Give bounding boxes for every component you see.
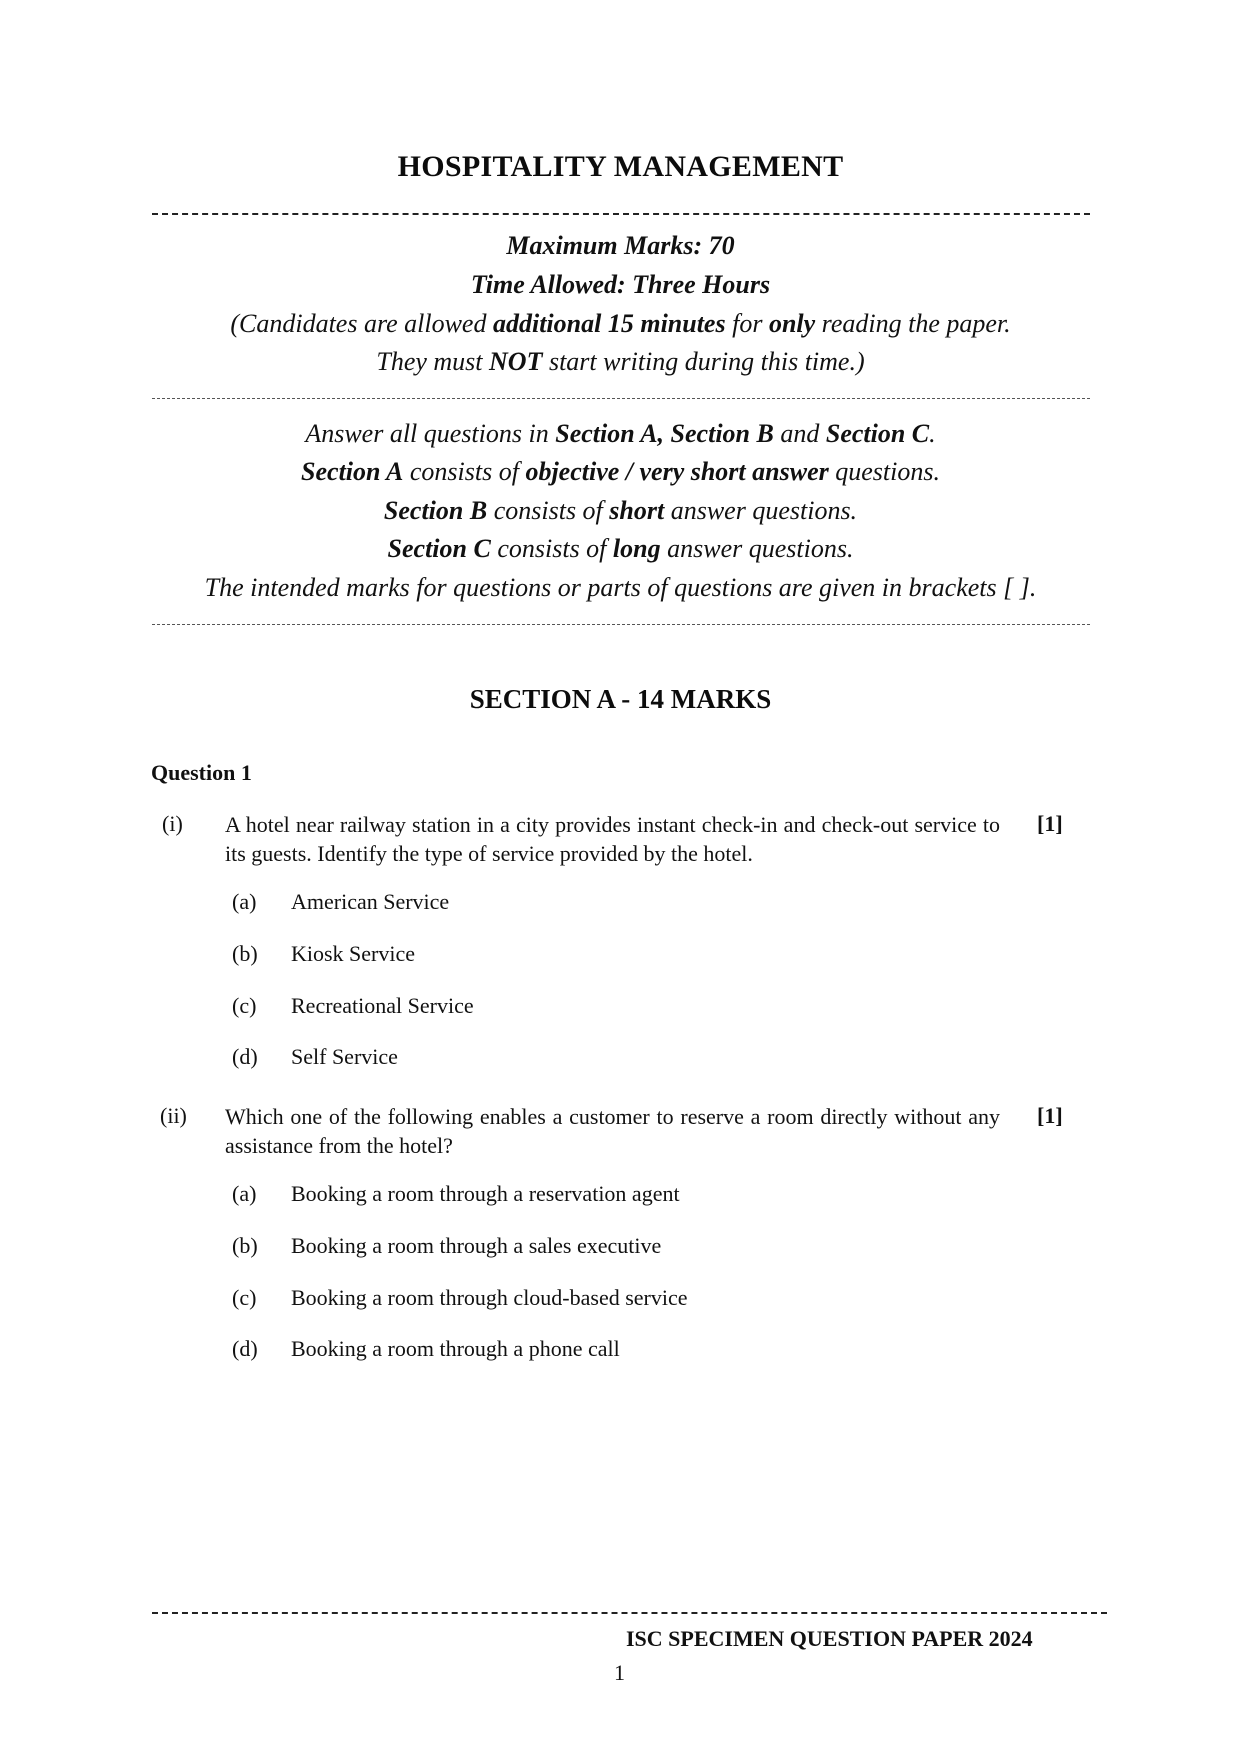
- reading-bold-2: only: [768, 309, 816, 338]
- max-marks: [0, 230, 1241, 261]
- header-divider-top: [152, 213, 1090, 215]
- option-text: Booking a room through a phone call: [291, 1336, 620, 1361]
- instr2-mid: consists of: [403, 457, 526, 486]
- instr4-bold-1: Section C: [387, 534, 491, 563]
- option-letter: (b): [232, 1233, 258, 1258]
- max-marks-text: Maximum Marks: 70: [506, 231, 735, 260]
- paper-title: HOSPITALITY MANAGEMENT: [397, 150, 844, 183]
- instr2-bold-1: Section A: [301, 457, 404, 486]
- option-text: Recreational Service: [291, 993, 474, 1018]
- instr4-bold-2: long: [612, 534, 661, 563]
- question-marks: [1]: [1037, 1103, 1063, 1128]
- question-label: Question 1: [151, 760, 252, 785]
- section-title: SECTION A - 14 MARKS: [469, 684, 772, 714]
- footer-paper-name: ISC SPECIMEN QUESTION PAPER 2024: [626, 1626, 1033, 1651]
- instr3-bold-2: short: [609, 496, 665, 525]
- header-divider-bottom: [152, 624, 1090, 625]
- instruction-line-2: [0, 456, 1241, 487]
- option-letter: (c): [232, 993, 257, 1018]
- option-letter: (d): [232, 1336, 258, 1361]
- option-text: Kiosk Service: [291, 941, 416, 966]
- time-allowed: [0, 269, 1241, 300]
- reading-bold-1: additional 15 minutes: [492, 309, 726, 338]
- reading2-bold: NOT: [489, 347, 543, 376]
- header-divider-middle: [152, 398, 1090, 399]
- option-text: Self Service: [291, 1044, 398, 1069]
- instr1-mid: and: [773, 419, 826, 448]
- question-marks: [1]: [1037, 811, 1063, 836]
- reading2-post: start writing during this time.): [542, 347, 865, 376]
- reading-pre: (Candidates are allowed: [230, 309, 493, 338]
- option-text: American Service: [291, 889, 450, 914]
- instruction-line-5: The intended marks for questions or parts of questions are given in brackets [ ].: [204, 573, 1037, 602]
- option-letter: (b): [232, 941, 258, 966]
- instruction-line-3: [0, 495, 1241, 526]
- question-text: Which one of the following enables a customer to reserve a room directly without any assistance from the hotel?: [225, 1104, 1000, 1158]
- instr4-post: answer questions.: [660, 534, 854, 563]
- instr2-post: questions.: [828, 457, 940, 486]
- option-letter: (a): [232, 1181, 257, 1206]
- question-number: (ii): [160, 1103, 187, 1128]
- instr3-bold-1: Section B: [383, 496, 488, 525]
- instruction-line-1: [0, 418, 1241, 449]
- question-number: (i): [162, 811, 183, 836]
- instr3-mid: consists of: [487, 496, 610, 525]
- reading-time-note-line1: [0, 308, 1241, 339]
- page-number: 1: [614, 1660, 625, 1685]
- instr1-post: .: [929, 419, 936, 448]
- instr2-bold-2: objective / very short answer: [525, 457, 829, 486]
- footer-divider: [152, 1612, 1107, 1614]
- option-text: Booking a room through a reservation agent: [291, 1181, 680, 1206]
- option-letter: (a): [232, 889, 257, 914]
- instr4-mid: consists of: [490, 534, 613, 563]
- option-letter: (d): [232, 1044, 258, 1069]
- instr1-bold-2: Section C: [825, 419, 930, 448]
- instr1-bold-1: Section A, Section B: [555, 419, 774, 448]
- instruction-line-4: [0, 533, 1241, 564]
- reading-time-note-line2: [0, 346, 1241, 377]
- reading-mid: for: [725, 309, 769, 338]
- instr1-pre: Answer all questions in: [305, 419, 556, 448]
- time-allowed-text: Time Allowed: Three Hours: [470, 270, 771, 299]
- option-letter: (c): [232, 1285, 257, 1310]
- instr3-post: answer questions.: [664, 496, 858, 525]
- option-text: Booking a room through a sales executive: [291, 1233, 662, 1258]
- option-text: Booking a room through cloud-based service: [291, 1285, 688, 1310]
- reading2-pre: They must: [376, 347, 490, 376]
- reading-post: reading the paper.: [815, 309, 1011, 338]
- question-text: A hotel near railway station in a city provides instant check-in and check-out service to its guests. Identify the type of service provided by the hotel.: [225, 812, 1000, 866]
